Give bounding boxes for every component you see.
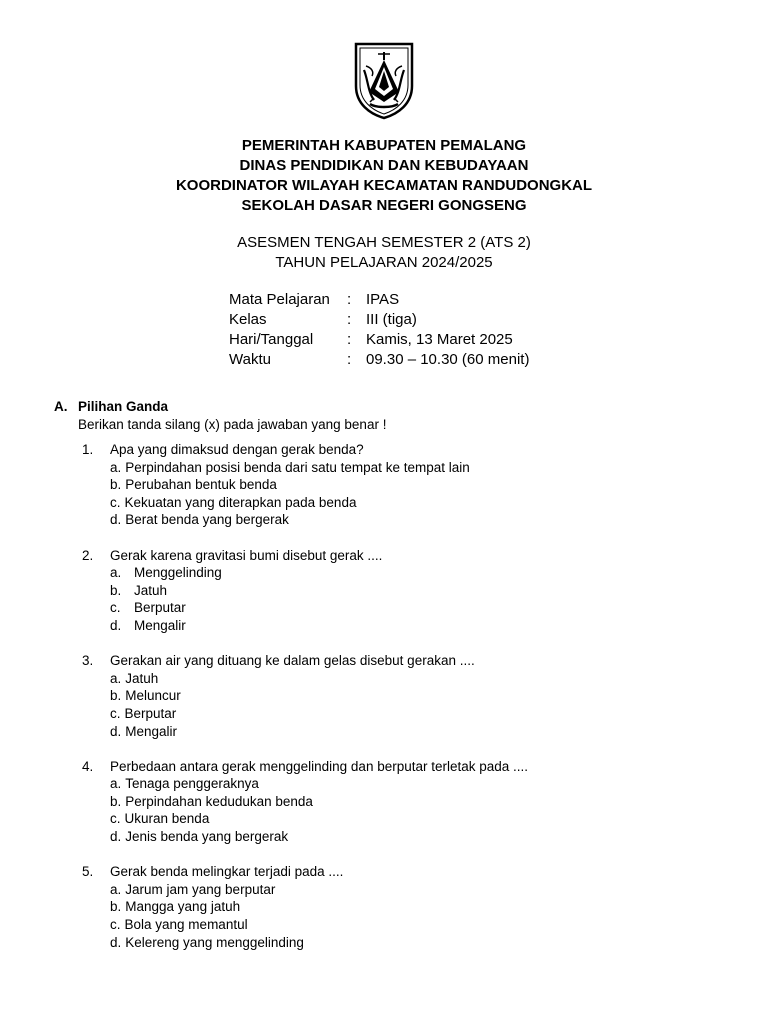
option-letter: a.: [110, 565, 122, 581]
meta-colon: :: [347, 291, 352, 308]
meta-colon: :: [347, 311, 352, 328]
question-stem: [82, 441, 742, 459]
meta-row-time: [229, 350, 529, 370]
exam-year: TAHUN PELAJARAN 2024/2025: [275, 254, 493, 271]
answer-options: [82, 670, 742, 740]
answer-option[interactable]: [110, 881, 742, 899]
question-text: Gerak benda melingkar terjadi pada ....: [110, 864, 344, 880]
institution-header: [0, 136, 768, 216]
header-line-department: DINAS PENDIDIKAN DAN KEBUDAYAAN: [239, 157, 529, 174]
answer-option[interactable]: [110, 898, 742, 916]
option-letter: c.: [110, 600, 121, 616]
answer-option[interactable]: [110, 582, 742, 600]
option-letter: d.: [110, 723, 122, 739]
option-text: Perpindahan kedudukan benda: [125, 793, 313, 809]
option-letter: c.: [110, 705, 121, 721]
exam-meta: [229, 290, 529, 370]
meta-value: 09.30 – 10.30 (60 menit): [366, 351, 530, 368]
meta-label: Hari/Tanggal: [229, 331, 314, 348]
meta-label: Kelas: [229, 311, 267, 328]
question-stem: [82, 863, 742, 881]
option-letter: b.: [110, 688, 122, 704]
meta-label: Mata Pelajaran: [229, 291, 330, 308]
option-text: Bola yang memantul: [124, 917, 248, 933]
option-letter: a.: [110, 881, 122, 897]
section-letter: A.: [54, 399, 68, 414]
question-2: [82, 547, 742, 635]
question-number: 3.: [82, 653, 94, 669]
option-text: Mangga yang jatuh: [125, 899, 241, 915]
question-1: [82, 441, 742, 529]
answer-option[interactable]: [110, 775, 742, 793]
exam-title: ASESMEN TENGAH SEMESTER 2 (ATS 2): [237, 234, 531, 251]
question-text: Perbedaan antara gerak menggelinding dan berputar terletak pada ....: [110, 758, 529, 774]
header-line-school: SEKOLAH DASAR NEGERI GONGSENG: [241, 197, 527, 214]
meta-row-subject: [229, 290, 529, 310]
option-letter: b.: [110, 899, 122, 915]
answer-option[interactable]: [110, 723, 742, 741]
option-letter: d.: [110, 512, 122, 528]
option-letter: a.: [110, 459, 122, 475]
header-line-coordinator: KOORDINATOR WILAYAH KECAMATAN RANDUDONGKAL: [175, 177, 593, 194]
question-number: 2.: [82, 547, 94, 563]
question-5: [82, 863, 742, 951]
meta-colon: :: [347, 351, 352, 368]
option-text: Kelereng yang menggelinding: [125, 934, 304, 950]
question-list: [82, 441, 742, 969]
answer-option[interactable]: [110, 564, 742, 582]
option-text: Meluncur: [125, 688, 181, 704]
meta-value: III (tiga): [366, 311, 417, 328]
option-letter: b.: [110, 582, 122, 598]
answer-options: [82, 881, 742, 951]
option-text: Jenis benda yang bergerak: [125, 829, 289, 845]
answer-options: [82, 564, 742, 634]
meta-row-class: [229, 310, 529, 330]
option-text: Berat benda yang bergerak: [125, 512, 289, 528]
option-text: Jarum jam yang berputar: [125, 881, 276, 897]
question-stem: [82, 758, 742, 776]
option-letter: c.: [110, 917, 121, 933]
option-text: Perubahan bentuk benda: [125, 477, 277, 493]
meta-value: IPAS: [366, 291, 400, 308]
answer-option[interactable]: [110, 828, 742, 846]
meta-value: Kamis, 13 Maret 2025: [366, 331, 513, 348]
option-letter: d.: [110, 934, 122, 950]
option-text: Berputar: [134, 600, 186, 616]
question-text: Gerak karena gravitasi bumi disebut gerak ....: [110, 547, 383, 563]
option-letter: b.: [110, 477, 122, 493]
question-number: 4.: [82, 758, 94, 774]
regency-emblem-icon: [352, 40, 416, 120]
meta-label: Waktu: [229, 351, 271, 368]
option-text: Tenaga penggeraknya: [125, 776, 259, 792]
meta-row-date: [229, 330, 529, 350]
answer-option[interactable]: [110, 494, 742, 512]
answer-option[interactable]: [110, 459, 742, 477]
answer-option[interactable]: [110, 670, 742, 688]
option-text: Jatuh: [125, 670, 159, 686]
answer-options: [82, 775, 742, 845]
answer-option[interactable]: [110, 793, 742, 811]
question-3: [82, 652, 742, 740]
option-letter: c.: [110, 494, 121, 510]
option-text: Mengalir: [134, 617, 186, 633]
section-heading: [54, 398, 168, 416]
option-letter: a.: [110, 776, 122, 792]
option-text: Ukuran benda: [124, 811, 210, 827]
question-number: 1.: [82, 442, 94, 457]
question-text: Apa yang dimaksud dengan gerak benda?: [110, 442, 364, 457]
option-text: Menggelinding: [134, 565, 222, 581]
option-text: Kekuatan yang diterapkan pada benda: [124, 494, 357, 510]
answer-option[interactable]: [110, 687, 742, 705]
answer-option[interactable]: [110, 705, 742, 723]
question-stem: [82, 652, 742, 670]
answer-option[interactable]: [110, 476, 742, 494]
meta-colon: :: [347, 331, 352, 348]
answer-options: [82, 459, 742, 529]
header-line-government: PEMERINTAH KABUPATEN PEMALANG: [241, 137, 527, 154]
question-text: Gerakan air yang dituang ke dalam gelas disebut gerakan ....: [110, 653, 475, 669]
question-4: [82, 758, 742, 846]
option-letter: b.: [110, 793, 122, 809]
option-letter: d.: [110, 829, 122, 845]
answer-option[interactable]: [110, 916, 742, 934]
section-instruction: Berikan tanda silang (x) pada jawaban yang benar !: [78, 417, 387, 432]
answer-option[interactable]: [110, 810, 742, 828]
option-text: Perpindahan posisi benda dari satu tempat ke tempat lain: [125, 459, 470, 475]
option-letter: a.: [110, 670, 122, 686]
answer-option[interactable]: [110, 617, 742, 635]
option-letter: c.: [110, 811, 121, 827]
answer-option[interactable]: [110, 934, 742, 952]
option-letter: d.: [110, 617, 122, 633]
question-number: 5.: [82, 864, 94, 880]
option-text: Jatuh: [134, 582, 168, 598]
question-stem: [82, 547, 742, 565]
exam-title-block: [0, 233, 768, 273]
option-text: Mengalir: [125, 723, 178, 739]
answer-option[interactable]: [110, 511, 742, 529]
answer-option[interactable]: [110, 599, 742, 617]
option-text: Berputar: [124, 705, 177, 721]
section-title: Pilihan Ganda: [78, 399, 169, 414]
